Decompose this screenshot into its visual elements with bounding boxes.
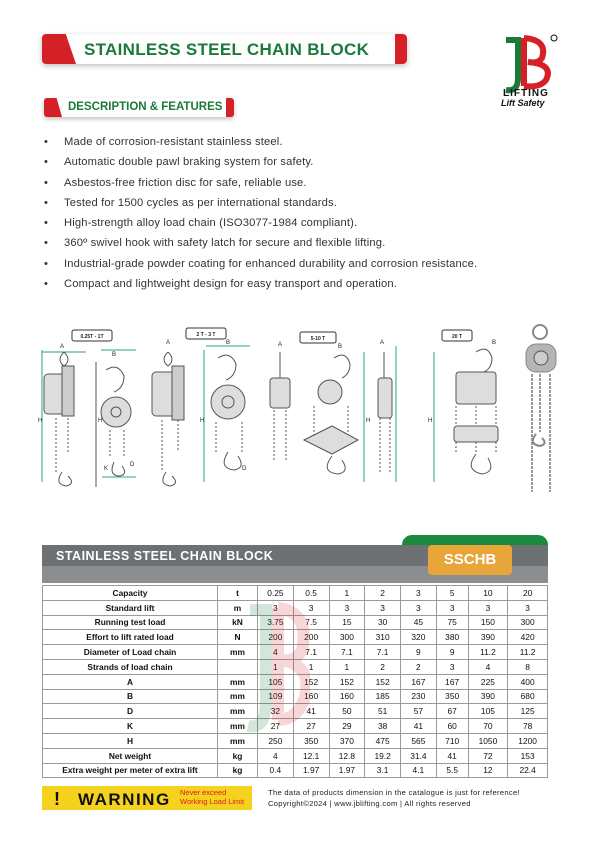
chain-block-diagrams <box>36 322 566 502</box>
value-cell: 185 <box>365 689 401 704</box>
feature-text: Automatic double pawl braking system for safety. <box>64 156 314 169</box>
value-cell: 310 <box>365 630 401 645</box>
dim-h-3: H <box>200 418 205 424</box>
value-cell: 22.4 <box>508 763 548 778</box>
description-banner <box>44 98 234 117</box>
value-cell: 1.97 <box>329 763 365 778</box>
disclaimer-text: The data of products dimension in the catalogue is just for reference! <box>268 788 520 797</box>
feature-list <box>44 134 564 296</box>
value-cell: 150 <box>468 615 508 630</box>
parameter-unit: kN <box>218 615 258 630</box>
parameter-name: Running test load <box>43 615 218 630</box>
parameter-unit: mm <box>218 704 258 719</box>
feature-text: Made of corrosion-resistant stainless steel. <box>64 136 283 148</box>
dim-h-4: H <box>366 418 371 424</box>
value-cell: 3 <box>468 600 508 615</box>
value-cell: 12 <box>468 763 508 778</box>
value-cell: 1200 <box>508 733 548 748</box>
parameter-name: Net weight <box>43 748 218 763</box>
value-cell: 5.5 <box>436 763 468 778</box>
dim-d-1: D <box>130 462 135 468</box>
value-cell: 7.5 <box>293 615 329 630</box>
feature-text: 360º swivel hook with safety latch for secure and flexible lifting. <box>64 237 386 250</box>
value-cell: 75 <box>436 615 468 630</box>
value-cell: 153 <box>508 748 548 763</box>
value-cell: 250 <box>258 733 294 748</box>
value-cell: 109 <box>258 689 294 704</box>
value-cell: 2 <box>365 659 401 674</box>
diagram-5-10t <box>270 332 364 482</box>
product-code-badge: SSCHB <box>428 545 512 575</box>
value-cell: 15 <box>329 615 365 630</box>
value-cell: 3 <box>401 600 437 615</box>
logo-name: LIFTING <box>503 88 549 99</box>
value-cell: 3.75 <box>258 615 294 630</box>
value-cell: 4.1 <box>401 763 437 778</box>
feature-item <box>44 235 564 255</box>
value-cell: 400 <box>508 674 548 689</box>
dim-a-2: A <box>166 340 171 346</box>
value-cell: 160 <box>293 689 329 704</box>
value-cell: 3 <box>329 600 365 615</box>
value-cell: 390 <box>468 630 508 645</box>
table-row <box>43 748 548 763</box>
value-cell: 72 <box>468 748 508 763</box>
value-cell: 680 <box>508 689 548 704</box>
title-banner <box>42 34 407 64</box>
value-cell: 11.2 <box>508 645 548 660</box>
table-row <box>43 586 548 601</box>
value-cell: 30 <box>365 615 401 630</box>
value-cell: 27 <box>258 719 294 734</box>
value-cell: 0.4 <box>258 763 294 778</box>
value-cell: 20 <box>508 586 548 601</box>
logo-watermark-icon <box>240 600 310 750</box>
value-cell: 38 <box>365 719 401 734</box>
value-cell: 4 <box>258 645 294 660</box>
dim-b-2: B <box>226 340 231 346</box>
copyright-text: Copyright©2024 | www.jblifting.com | All rights reserved <box>268 799 471 808</box>
parameter-unit: mm <box>218 674 258 689</box>
value-cell: 105 <box>258 674 294 689</box>
value-cell: 12.8 <box>329 748 365 763</box>
value-cell: 370 <box>329 733 365 748</box>
value-cell: 152 <box>365 674 401 689</box>
diagram-0-25t-1t <box>42 330 136 487</box>
parameter-unit: mm <box>218 733 258 748</box>
dim-a-4: A <box>380 340 385 346</box>
value-cell: 27 <box>293 719 329 734</box>
parameter-unit: kg <box>218 748 258 763</box>
value-cell: 2 <box>401 659 437 674</box>
value-cell: 9 <box>401 645 437 660</box>
description-heading: DESCRIPTION & FEATURES <box>68 101 223 113</box>
dim-h-2: H <box>98 418 103 424</box>
value-cell: 167 <box>436 674 468 689</box>
value-cell: 0.5 <box>293 586 329 601</box>
value-cell: 1050 <box>468 733 508 748</box>
parameter-name: H <box>43 733 218 748</box>
value-cell: 7.1 <box>293 645 329 660</box>
value-cell: 152 <box>329 674 365 689</box>
warning-label: WARNING <box>78 790 171 809</box>
value-cell: 380 <box>436 630 468 645</box>
parameter-name: Strands of load chain <box>43 659 218 674</box>
value-cell: 565 <box>401 733 437 748</box>
parameter-unit: kg <box>218 763 258 778</box>
feature-text: High-strength alloy load chain (ISO3077-1984 compliant). <box>64 217 358 230</box>
value-cell: 60 <box>436 719 468 734</box>
value-cell: 31.4 <box>401 748 437 763</box>
value-cell: 3 <box>436 659 468 674</box>
value-cell: 230 <box>401 689 437 704</box>
value-cell: 1 <box>329 659 365 674</box>
value-cell: 4 <box>468 659 508 674</box>
value-cell: 5 <box>436 586 468 601</box>
logo-tagline: Lift Safety <box>501 98 545 108</box>
value-cell: 41 <box>401 719 437 734</box>
dim-b-3: B <box>338 344 343 350</box>
value-cell: 3 <box>258 600 294 615</box>
value-cell: 300 <box>508 615 548 630</box>
value-cell: 350 <box>293 733 329 748</box>
value-cell: 3 <box>436 600 468 615</box>
feature-item <box>44 154 564 174</box>
value-cell: 32 <box>258 704 294 719</box>
bullet: • <box>44 196 49 209</box>
parameter-unit: N <box>218 630 258 645</box>
parameter-name: Diameter of Load chain <box>43 645 218 660</box>
warning-icon: ! <box>54 789 60 809</box>
bullet: • <box>44 278 49 291</box>
value-cell: 1 <box>258 659 294 674</box>
dim-b-4: B <box>492 340 497 346</box>
page-title: STAINLESS STEEL CHAIN BLOCK <box>84 40 370 59</box>
value-cell: 167 <box>401 674 437 689</box>
value-cell: 9 <box>436 645 468 660</box>
parameter-name: A <box>43 674 218 689</box>
bullet: • <box>44 237 49 250</box>
value-cell: 7.1 <box>365 645 401 660</box>
value-cell: 3 <box>508 600 548 615</box>
warning-note: Never exceed Working Load Limit <box>180 788 245 806</box>
parameter-unit: t <box>218 586 258 601</box>
dim-d-2: D <box>242 466 247 472</box>
diagram-label-3: 5-10 T <box>310 336 326 342</box>
description-accent-left <box>44 98 62 117</box>
dim-k-1: K <box>104 466 109 472</box>
parameter-name: Effort to lift rated load <box>43 630 218 645</box>
parameter-unit: mm <box>218 719 258 734</box>
value-cell: 78 <box>508 719 548 734</box>
value-cell: 390 <box>468 689 508 704</box>
diagram-20t <box>378 346 396 482</box>
bullet: • <box>44 156 49 169</box>
value-cell: 160 <box>329 689 365 704</box>
title-accent-right <box>395 34 407 64</box>
value-cell: 4 <box>258 748 294 763</box>
feature-item <box>44 134 564 154</box>
value-cell: 1.97 <box>293 763 329 778</box>
value-cell: 350 <box>436 689 468 704</box>
value-cell: 152 <box>293 674 329 689</box>
value-cell: 29 <box>329 719 365 734</box>
value-cell: 41 <box>293 704 329 719</box>
value-cell: 475 <box>365 733 401 748</box>
value-cell: 70 <box>468 719 508 734</box>
parameter-name: Standard lift <box>43 600 218 615</box>
bullet: • <box>44 217 49 230</box>
feature-text: Compact and lightweight design for easy transport and operation. <box>64 278 397 291</box>
bullet: • <box>44 136 49 148</box>
dim-b-1: B <box>112 352 117 358</box>
value-cell: 67 <box>436 704 468 719</box>
dim-h-5: H <box>428 418 433 424</box>
diagram-label-1: 0.25T - 1T <box>80 334 104 340</box>
dim-h-1: H <box>38 418 43 424</box>
feature-item <box>44 276 564 296</box>
value-cell: 12.1 <box>293 748 329 763</box>
parameter-unit: m <box>218 600 258 615</box>
feature-text: Asbestos-free friction disc for safe, reliable use. <box>64 176 307 189</box>
table-row <box>43 763 548 778</box>
value-cell: 105 <box>468 704 508 719</box>
feature-text: Tested for 1500 cycles as per international standards. <box>64 196 338 209</box>
value-cell: 3 <box>365 600 401 615</box>
value-cell: 45 <box>401 615 437 630</box>
value-cell: 225 <box>468 674 508 689</box>
value-cell: 7.1 <box>329 645 365 660</box>
value-cell: 50 <box>329 704 365 719</box>
bullet: • <box>44 257 49 270</box>
value-cell: 10 <box>468 586 508 601</box>
value-cell: 125 <box>508 704 548 719</box>
description-accent-right <box>226 98 234 117</box>
value-cell: 1 <box>293 659 329 674</box>
value-cell: 710 <box>436 733 468 748</box>
parameter-name: D <box>43 704 218 719</box>
feature-item <box>44 195 564 215</box>
value-cell: 51 <box>365 704 401 719</box>
parameter-name: K <box>43 719 218 734</box>
dim-a-3: A <box>278 342 283 348</box>
dim-a-1: A <box>60 344 65 350</box>
value-cell: 200 <box>258 630 294 645</box>
parameter-name: Capacity <box>43 586 218 601</box>
diagram-2t-3t <box>152 328 250 486</box>
value-cell: 300 <box>329 630 365 645</box>
bullet: • <box>44 176 49 189</box>
value-cell: 3.1 <box>365 763 401 778</box>
value-cell: 8 <box>508 659 548 674</box>
value-cell: 11.2 <box>468 645 508 660</box>
value-cell: 2 <box>365 586 401 601</box>
value-cell: 200 <box>293 630 329 645</box>
value-cell: 320 <box>401 630 437 645</box>
value-cell: 19.2 <box>365 748 401 763</box>
title-accent-left <box>42 34 76 64</box>
feature-item <box>44 215 564 235</box>
diagram-label-4: 20 T <box>451 334 463 340</box>
value-cell: 3 <box>401 586 437 601</box>
chain-block-photo <box>526 325 556 492</box>
parameter-unit: mm <box>218 645 258 660</box>
value-cell: 0.25 <box>258 586 294 601</box>
parameter-unit: mm <box>218 689 258 704</box>
feature-item <box>44 256 564 276</box>
value-cell: 41 <box>436 748 468 763</box>
parameter-name: B <box>43 689 218 704</box>
value-cell: 57 <box>401 704 437 719</box>
parameter-name: Extra weight per meter of extra lift <box>43 763 218 778</box>
value-cell: 420 <box>508 630 548 645</box>
value-cell: 3 <box>293 600 329 615</box>
spec-table-title: STAINLESS STEEL CHAIN BLOCK <box>56 549 274 563</box>
diagram-20t-large <box>434 330 498 482</box>
diagram-label-2: 2 T - 3 T <box>196 332 216 338</box>
feature-item <box>44 175 564 195</box>
value-cell: 1 <box>329 586 365 601</box>
feature-text: Industrial-grade powder coating for enhanced durability and corrosion resistance. <box>64 257 478 270</box>
